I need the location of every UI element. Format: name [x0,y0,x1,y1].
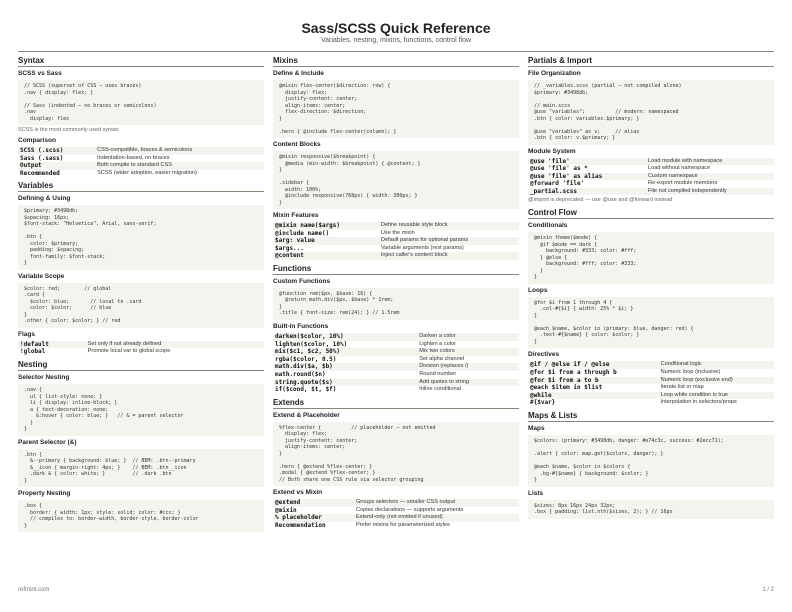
table-row [528,369,774,377]
subsection-title-maps: Maps [528,425,545,433]
table-row [528,173,774,181]
row-key: !global [20,348,46,356]
subsection-title-builtin-functions: Built-in Functions [273,322,329,330]
table-row [18,170,264,178]
row-key: darken($color, 10%) [273,333,417,341]
row-key: Recommendation [275,522,326,529]
table-row [273,252,519,260]
subsection-title-file-organization: File Organization [528,70,581,77]
table-row [528,180,774,188]
section-title-syntax: Syntax [18,56,264,67]
table-row [273,371,519,379]
row-key: % placeholder [273,514,354,522]
subsection-title-selector-nesting: Selector Nesting [18,374,70,382]
subsection-title-scope: Variable Scope [18,272,65,280]
table-row [273,514,519,522]
table-row [528,188,774,196]
subsection-title-property-nesting: Property Nesting [18,490,71,498]
row-value: Interpolation in selectors/props [660,399,737,406]
table-row [18,155,264,163]
row-key: lighten($color, 10%) [275,340,348,348]
row-value: Lighten a color [419,340,456,347]
row-value: Both compile to standard CSS [95,162,264,170]
page-subtitle: Variables, nesting, mixins, functions, control flow [320,37,472,44]
table-row [273,237,519,245]
table-mixin-features [273,222,519,260]
code-block-content-blocks: @mixin responsive($breakpoint) { @media (min-width: $breakpoint) { @content; } } .sidebar { width: 100%; @include responsive(768px) { width: 300px; } } [273,151,519,209]
table-directives [528,361,774,407]
code-block-define-include: @mixin flex-center($direction: row) { display: flex; justify-content: center; align-items: center; flex-direction: $direction; } .hero { @include flex-center(column); } [273,80,519,138]
row-key: if($cond, $t, $f) [275,386,337,394]
code-block-lists: $sizes: 8px 16px 24px 32px; .box { padding: list.nth($sizes, 2); } // 16px [528,500,774,519]
column-2 [273,56,519,532]
row-value: Variable arguments (rest params) [380,244,464,251]
page-title: Sass/SCSS Quick Reference [301,20,491,36]
row-key: string.quote($s) [273,379,417,387]
table-row [273,348,519,356]
row-value: Groups selectors — smaller CSS output [354,499,519,507]
footer-page-number: 1 / 2 [762,587,774,593]
table-module-system [528,158,774,196]
row-value: Division (replaces /) [417,363,519,371]
table-builtin-functions [273,333,519,394]
section-title-mixins: Mixins [273,56,519,67]
row-key: @for $i from a through b [530,369,617,377]
row-value: Promote local var to global scope [87,348,171,355]
row-value: Mix two colors [417,348,519,356]
row-key: @use 'file' [528,158,646,166]
code-block-maps: $colors: (primary: #3498db, danger: #e74c3c, success: #2ecc71); .alert { color: map.get($colors, danger); } @each $name, $color in $colors { .bg-#{$name} { background: $color; } } [528,435,774,487]
page-header [0,20,792,45]
row-value: Inject caller's content block [379,252,519,260]
row-value: Indentation-based, no braces [97,154,170,161]
subsection-title-defining: Defining & Using [18,195,71,203]
row-key: Output [18,162,95,170]
table-row [528,392,774,400]
row-key: Recommended [20,169,60,177]
row-key: @while [528,392,659,400]
row-value: CSS-compatible, braces & semicolons [95,147,264,155]
row-key: @content [273,252,379,260]
table-row [273,341,519,349]
table-row [273,222,519,230]
table-row [273,499,519,507]
row-value: Copies declarations — supports arguments [355,506,464,513]
row-value: Set alpha channel [419,355,465,362]
row-key: @mixin [275,506,297,514]
table-row [273,386,519,394]
row-value: Load without namespace [648,165,711,172]
table-row [273,245,519,253]
table-row [273,507,519,515]
code-block-file-organization: // _variables.scss (partial — not compiled alone) $primary: #3498db; // main.scss @use "variables"; // modern: namespaced .btn { color: variables.$primary; } @use "variables" as v; // alias .btn { color: v.$primary; } [528,80,774,145]
subsection-title-directives: Directives [528,351,560,359]
subsection-title-conditionals: Conditionals [528,222,568,230]
note-import-deprecated: @import is deprecated — use @use and @forward instead [528,197,673,204]
row-key: @use 'file' as * [530,165,588,173]
subsection-title-comparison: Comparison [18,137,56,144]
row-key: @use 'file' as alias [528,173,646,181]
column-1 [18,56,264,534]
code-block-extend-placeholder: %flex-center { // placeholder — not emitted display: flex; justify-content: center; align-items: center; } .hero { @extend %flex-center; } .modal { @extend %flex-center; } // Both share one CSS rule via selector grouping [273,422,519,487]
row-value: File not compiled independently [646,188,774,196]
subsection-title-lists: Lists [528,489,544,497]
row-key: $arg: value [273,237,379,245]
row-key: rgba($color, 0.5) [275,355,337,363]
row-value: Numeric loop (exclusive end) [659,377,774,385]
table-comparison [18,147,264,177]
table-row [18,162,264,170]
code-block-custom-functions: @function rem($px, $base: 16) { @return math.div($px, $base) * 1rem; } .title { font-size: rem(24); } // 1.5rem [273,288,519,320]
code-block-parent-selector: .btn { &--primary { background: blue; } // BEM: .btn--primary &__icon { margin-right: 4px; } // BEM: .btn__icon .dark & { color: white; } // .dark .btn } [18,449,264,488]
row-value: Iterate list or map [660,384,704,391]
row-value: Define reusable style block [379,222,519,230]
row-value: Round number [419,370,457,377]
table-flags [18,341,264,356]
code-block-selector-nesting: .nav { ul { list-style: none; } li { display: inline-block; } a { text-decoration: none; &:hover { color: blue; } // & = parent selector } } [18,384,264,436]
row-key: @extend [273,499,354,507]
table-row [18,348,264,356]
row-key: !default [18,341,86,349]
row-value: Custom namespace [646,173,774,181]
subsection-title-define-include: Define & Include [273,70,324,77]
table-row [273,379,519,387]
subsection-title-extend-vs-mixin: Extend vs Mixin [273,489,323,497]
table-extend-vs-mixin [273,499,519,529]
table-row [273,333,519,341]
row-value: Add quotes to string [417,379,519,387]
row-value: Load module with namespace [646,158,774,166]
row-key: SCSS (.scss) [18,147,95,155]
row-value: Numeric loop (inclusive) [660,369,721,376]
row-key: @include name() [275,229,330,237]
row-value: Set only if not already defined [86,341,264,349]
row-key: #{$var} [530,399,556,407]
row-key: Sass (.sass) [20,154,64,162]
row-value: Prefer mixins for parameterized styles [355,522,450,528]
section-title-functions: Functions [273,264,519,275]
subsection-title-loops: Loops [528,286,548,294]
row-key: mix($c1, $c2, 50%) [273,348,417,356]
row-value: Default params for optional params [379,237,519,245]
table-row [18,341,264,349]
code-block-conditionals: @mixin theme($mode) { @if $mode == dark { background: #333; color: #fff; } @else { background: #fff; color: #333; } } [528,232,774,284]
section-title-variables: Variables [18,181,264,192]
row-value: Darken a color [417,333,519,341]
subsection-title-parent-selector: Parent Selector (&) [18,438,77,446]
code-block-defining: $primary: #3498db; $spacing: 16px; $font-stack: "Helvetica", Arial, sans-serif; .btn { color: $primary; padding: $spacing; font-family: $font-stack; } [18,205,264,270]
section-title-control-flow: Control Flow [528,208,774,219]
row-value: Re-export module members [648,180,718,187]
row-key: @for $i from a to b [528,377,659,385]
row-value: SCSS (wider adoption, easier migration) [97,169,197,176]
note-syntax: SCSS is the most commonly used syntax [18,127,119,133]
table-row [528,377,774,385]
table-row [273,363,519,371]
code-block-scope: $color: red; // global .card { $color: blue; // local to .card color: $color; // blue } .other { color: $color; } // red [18,283,264,328]
subsection-title-mixin-features: Mixin Features [273,212,319,219]
code-block-property-nesting: .box { border: { width: 1px; style: solid; color: #ccc; } // compiles to: border-width, border-style, border-color } [18,500,264,532]
row-key: @mixin name($args) [273,222,379,230]
row-key: @each $item in $list [530,384,603,392]
table-row [528,399,774,407]
row-key: @forward 'file' [530,180,585,188]
table-row [273,230,519,238]
code-block-scss-vs-sass: // SCSS (superset of CSS — uses braces) .nav { display: flex; } // Sass (indented — no braces or semicolons) .nav display: flex [18,80,264,125]
subsection-title-module-system: Module System [528,147,576,155]
row-key: math.round($n) [275,370,326,378]
table-row [18,147,264,155]
row-key: _partial.scss [528,188,646,196]
row-value: Use the mixin [380,229,415,236]
table-row [273,356,519,364]
table-row [273,522,519,530]
row-key: math.div($a, $b) [273,363,417,371]
section-title-partials: Partials & Import [528,56,774,67]
subsection-title-flags: Flags [18,330,35,338]
row-value: Extend-only (not emitted if unused) [354,514,519,522]
table-row [528,384,774,392]
header-divider [18,51,774,52]
code-block-loops: @for $i from 1 through 4 { .col-#{$i} { width: 25% * $i; } } @each $name, $color in (primary: blue, danger: red) { .text-#{$name} { color: $color; } } [528,297,774,349]
subsection-title-scss-vs-sass: SCSS vs Sass [18,70,62,77]
table-row [528,361,774,369]
row-value: Loop while condition is true [659,392,774,400]
subsection-title-custom-functions: Custom Functions [273,277,331,285]
row-value: Conditional logic [659,361,774,369]
subsection-title-extend-placeholder: Extend & Placeholder [273,411,340,419]
section-title-maps-lists: Maps & Lists [528,411,774,422]
section-title-extends: Extends [273,398,519,409]
row-key: $args... [275,244,304,252]
table-row [528,165,774,173]
section-title-nesting: Nesting [18,360,264,371]
footer-site: refmint.com [18,587,50,593]
table-row [528,158,774,166]
row-key: @if / @else if / @else [528,361,659,369]
subsection-title-content-blocks: Content Blocks [273,141,321,148]
column-3 [528,56,774,521]
row-value: Inline conditional [419,386,461,393]
